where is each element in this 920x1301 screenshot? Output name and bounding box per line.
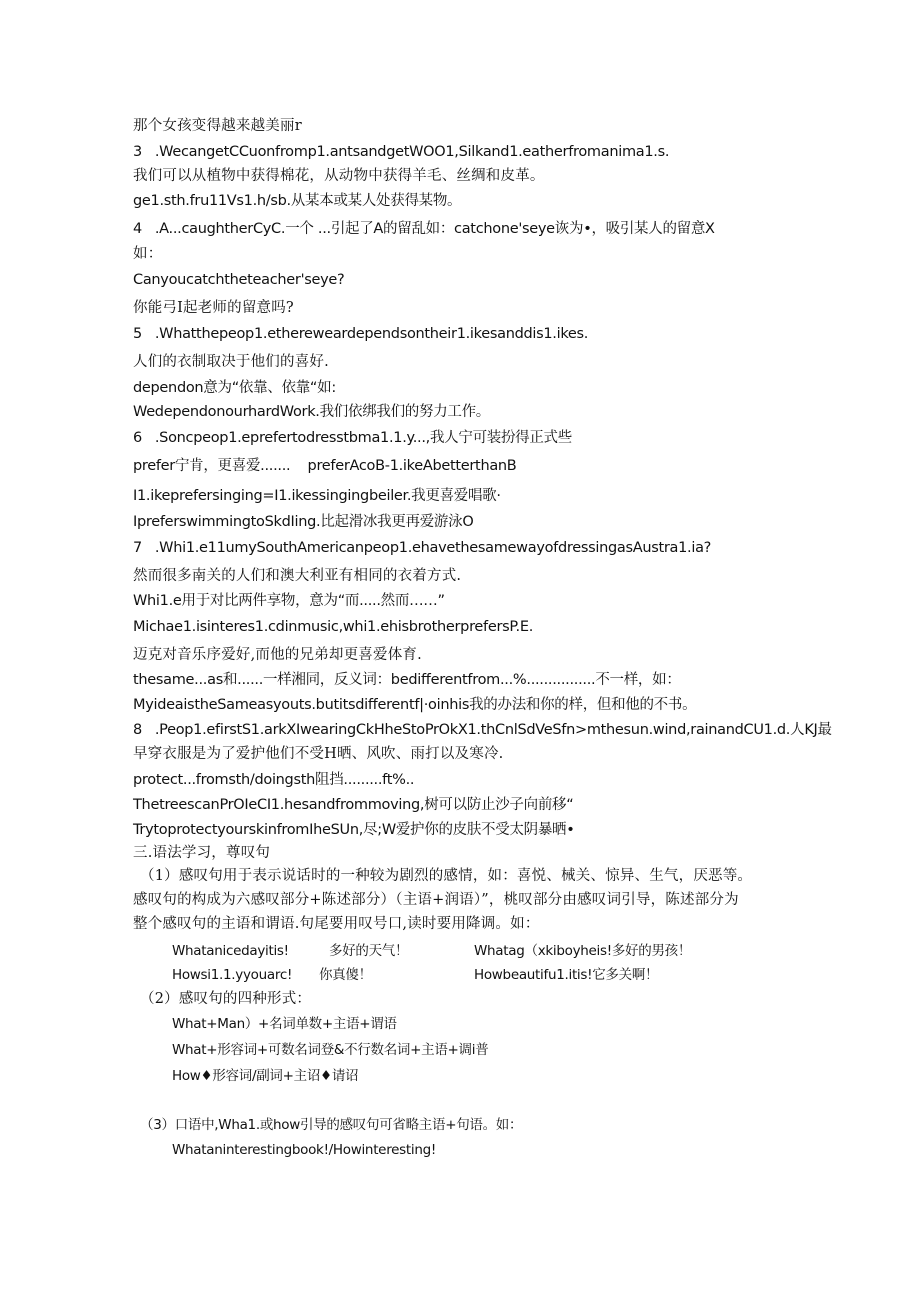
text-line: 我们可以从植物中获得棉花，从动物中获得羊毛、丝绸和皮革。 — [133, 168, 545, 184]
text-line: ThetreescanPrOIeCI1.hesandfrommoving,树可以防止沙子向前移“ — [133, 797, 574, 813]
text-line: 迈克对音乐序爱好,而他的兄弟却更喜爱体育. — [133, 647, 422, 663]
example-chinese: 多好的天气！ — [329, 943, 409, 959]
form-line: What+Man）+名词单数+主语+谓语 — [172, 1016, 397, 1032]
form-line: What+形容词+可数名词登&不行数名词+主语+调i普 — [172, 1042, 489, 1058]
text-line: TrytoprotectyourskinfromIheSUn,尽;W爱护你的皮肤不受太阴暴晒• — [133, 822, 575, 838]
text-line: （1）感叹句用于表示说话时的一种较为剧烈的感情，如：喜悦、械关、惊异、生气，厌恶等。 — [140, 868, 753, 884]
subsection-heading: （2）感叹句的四种形式： — [140, 991, 312, 1007]
text-line: MyideaistheSameasyouts.butitsdifferentf|·oinhis我的办法和你的样，但和他的不书。 — [133, 697, 697, 713]
form-line: How♦形容词/副词+主诏♦请诏 — [172, 1068, 359, 1084]
text-line: 如： — [133, 246, 163, 262]
text-line: prefer宁肯，更喜爱....... preferAcoB-1.ikeAbetterthanB — [133, 458, 517, 474]
example-english: Whatag（xkiboyheis!多好的男孩！ — [474, 943, 692, 959]
text-line: Canyoucatchtheteacher'seye? — [133, 272, 345, 288]
text-line: 感叹句的构成为六感叹部分+陈述部分）（主语+润语）”，桃叹部分由感叹词引导，陈述部分为 — [133, 892, 739, 908]
text-line: 你能弓I起老师的留意吗? — [133, 300, 294, 316]
text-line: 3 .WecangetCCuonfromp1.antsandgetWOO1,Silkand1.eatherfromanima1.s. — [133, 144, 670, 160]
text-line: 人们的衣制取决于他们的喜好. — [133, 354, 329, 370]
example-english: Howbeautifu1.itis!它多关啊！ — [474, 967, 659, 983]
text-line: 8 .Peop1.efirstS1.arkXIwearingCkHheStoPrOkX1.thCnlSdVeSfn>mthesun.wind,rainandCU1.d.人KJ最 — [133, 722, 832, 738]
text-line: thesame...as和......一样湘同，反义词：bedifferentfrom...%................不一样，如： — [133, 672, 681, 688]
text-line: 4 .A...caughtherCyC.一个 ...引起了A的留乱如：catchone'seye诙为•，吸引某人的留意X — [133, 221, 715, 237]
text-line: WedependonourhardWork.我们依绑我们的努力工作。 — [133, 404, 490, 420]
text-line: IpreferswimmingtoSkdIing.比起滑冰我更再爱游泳O — [133, 514, 474, 530]
text-line: 5 .Whatthepeop1.etherewear​dependsontheir1.ikesanddis1.ikes. — [133, 326, 589, 342]
text-line: I1.ikeprefersinging=I1.ikessingingbeiler.我更喜爱唱歌· — [133, 488, 501, 504]
text-line: Whi1.e用于对比两件享物，意为“而.....然而……” — [133, 593, 445, 609]
text-line: dependon意为“依靠、依靠“如: — [133, 380, 336, 396]
text-line: ge1.sth.fru11Vs1.h/sb.从某本或某人处获得某物。 — [133, 193, 462, 209]
example-english: Howsi1.1.yyouarc! — [172, 967, 293, 983]
text-line: 7 .Whi1.e11umySouthAmericanpeop1.ehavethesamewayofdressingasAustra1.ia? — [133, 540, 712, 556]
text-line: 然而很多南关的人们和澳大利亚有相同的衣着方式. — [133, 568, 462, 584]
section-heading: 三.语法学习，尊叹句 — [133, 845, 271, 861]
text-line: 6 .Soncpeop1.epreferto​dresstbma1.1.y...,我人宁可装扮得正式些 — [133, 430, 572, 446]
text-line: protect...fromsth/doingsth阻挡.........ft%.. — [133, 772, 415, 788]
example-english: Whatanicedayitis! — [172, 943, 289, 959]
note-line: （3）口语中,Wha1.或how引导的感叹句可省略主语+句语。如： — [140, 1117, 523, 1133]
text-line: 整个感叹句的主语和谓语.句尾要用叹号口,读时要用降调。如： — [133, 916, 540, 932]
example-chinese: 你真傻！ — [319, 967, 372, 983]
text-line: 早穿衣服是为了爱护他们不受H晒、风吹、雨打以及寒冷. — [133, 746, 504, 762]
text-line: 那个女孩变得越来越美丽r — [133, 118, 302, 134]
text-line: Michae1.isinteres1.cdinmusic,whi1.ehisbrotherprefersP.E. — [133, 619, 534, 635]
note-example: Whataninterestingbook!/Howinteresting! — [172, 1142, 436, 1158]
